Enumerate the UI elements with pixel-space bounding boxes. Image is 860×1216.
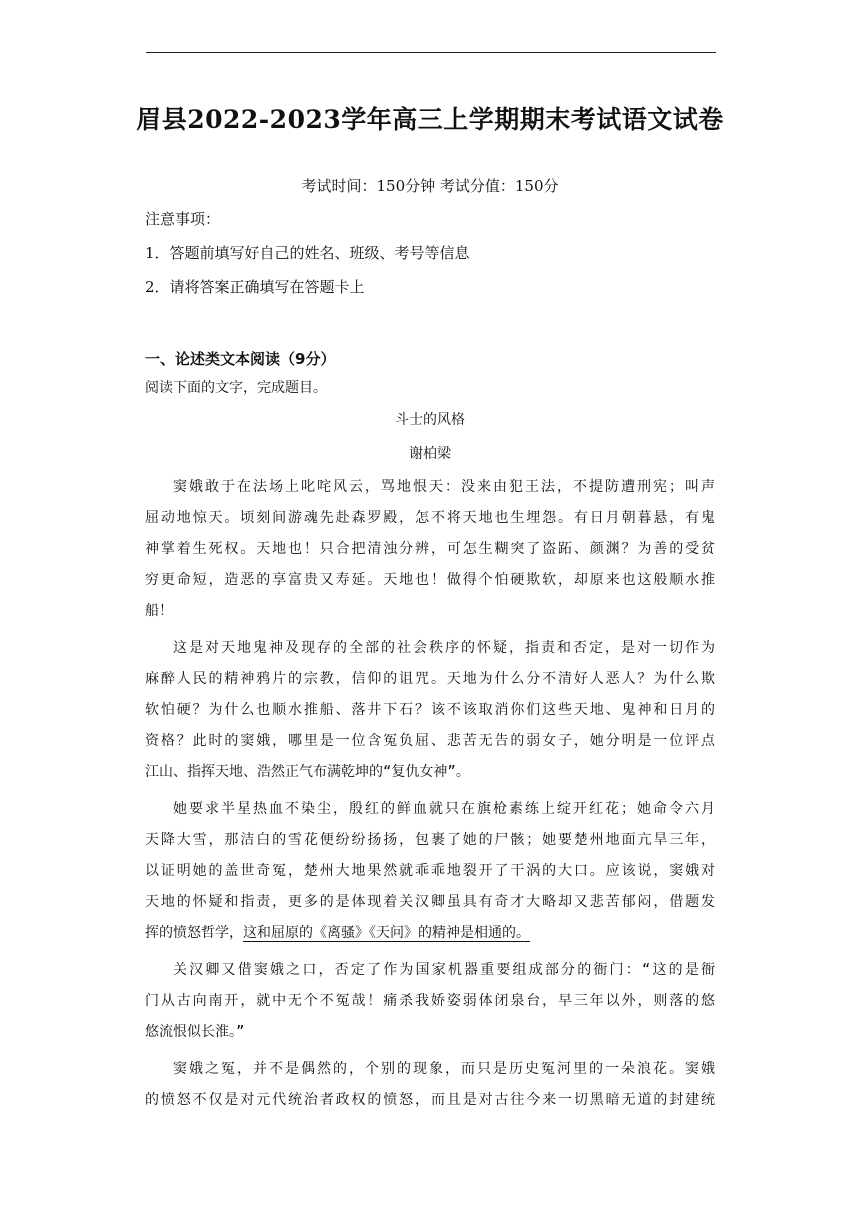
paragraph-line: 资格？此时的窦娥，哪里是一位含冤负屈、悲苦无告的弱女子，她分明是一位评点	[145, 733, 715, 749]
paragraph-line: 软怕硬？为什么也顺水推船、落井下石？该不该取消你们这些天地、鬼神和日月的	[145, 702, 715, 718]
section-heading: 一、论述类文本阅读（9分）	[145, 350, 336, 368]
exam-title: 眉县2022-2023学年高三上学期期末考试语文试卷	[136, 105, 724, 134]
paragraph-line: 门从古向南开，就中无个不冤哉！痛杀我娇姿弱体闭泉台，早三年以外，则落的悠	[145, 993, 715, 1009]
paragraph-line: 窦娥之冤，并不是偶然的，个别的现象，而只是历史冤河里的一朵浪花。窦娥	[173, 1061, 715, 1077]
paragraph-line: 这是对天地鬼神及现存的全部的社会秩序的怀疑，指责和否定，是对一切作为	[173, 640, 715, 656]
exam-time-and-score: 考试时间：150分钟 考试分值：150分	[301, 177, 559, 195]
notes-heading: 注意事项：	[145, 210, 221, 228]
header-rule	[146, 52, 716, 53]
paragraph-line: 江山、指挥天地、浩然正气布满乾坤的“复仇女神”。	[145, 764, 470, 780]
article-author: 谢柏梁	[409, 446, 451, 462]
paragraph-line: 神掌着生死权。天地也！只合把清浊分辨，可怎生糊突了盗跖、颜渊？为善的受贫	[145, 541, 715, 557]
article-title: 斗士的风格	[395, 412, 465, 428]
paragraph-line: 天地的怀疑和指责，更多的是体现着关汉卿虽具有奇才大略却又悲苦郁闷，借题发	[145, 894, 715, 910]
paragraph-line: 关汉卿又借窦娥之口，否定了作为国家机器重要组成部分的衙门：“这的是衙	[173, 962, 715, 978]
article-body	[145, 472, 715, 1116]
paragraph-line: 穷更命短，造恶的享富贵又寿延。天地也！做得个怕硬欺软，却原来也这般顺水推	[145, 572, 715, 588]
paragraph-line: 以证明她的盖世奇冤，楚州大地果然就乖乖地裂开了干涡的大口。应该说，窦娥对	[145, 863, 715, 879]
paragraph-line: 她要求半星热血不染尘，殷红的鲜血就只在旗枪素练上绽开红花；她命令六月	[173, 801, 715, 817]
note-item: 1．答题前填写好自己的姓名、班级、考号等信息	[145, 244, 470, 262]
paragraph-line: 窦娥敢于在法场上叱咤风云，骂地恨天：没来由犯王法，不提防遭刑宪；叫声	[173, 479, 715, 495]
paragraph-line: 悠流恨似长淮。”	[145, 1024, 245, 1040]
paragraph-line: 船！	[145, 603, 173, 619]
note-item: 2．请将答案正确填写在答题卡上	[145, 278, 365, 296]
notes-block	[145, 208, 715, 310]
paragraph-line	[145, 918, 715, 949]
paragraph-line: 屈动地惊天。顷刻间游魂先赴森罗殿，怎不将天地也生埋怨。有日月朝暮悬，有鬼	[145, 510, 715, 526]
underlined-sentence: 这和屈原的《离骚》《天问》的精神是相通的。	[243, 925, 530, 941]
paragraph-line: 天降大雪，那洁白的雪花便纷纷扬扬，包裹了她的尸骸；她要楚州地面亢旱三年，	[145, 832, 715, 848]
paragraph-line: 麻醉人民的精神鸦片的宗教，信仰的诅咒。天地为什么分不清好人恶人？为什么欺	[145, 671, 715, 687]
section-instruction: 阅读下面的文字，完成题目。	[145, 380, 327, 396]
paragraph-text: 挥的愤怒哲学，	[145, 925, 243, 941]
paragraph-line: 的愤怒不仅是对元代统治者政权的愤怒，而且是对古往今来一切黑暗无道的封建统	[145, 1092, 715, 1108]
